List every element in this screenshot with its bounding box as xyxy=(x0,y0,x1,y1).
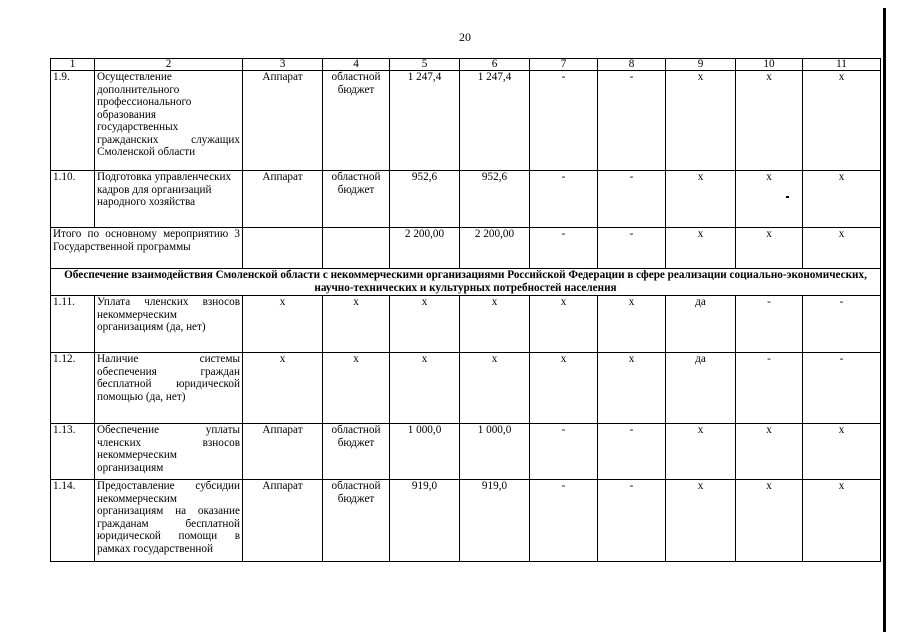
row-value: - xyxy=(530,171,598,228)
row-value: x xyxy=(803,171,881,228)
empty-cell xyxy=(243,228,323,269)
col-header: 10 xyxy=(736,59,803,71)
row-value: - xyxy=(598,171,666,228)
col-header: 9 xyxy=(666,59,736,71)
total-label: Итого по основному мероприятию 3 Государственной программы xyxy=(51,228,243,269)
row-value: - xyxy=(598,480,666,562)
row-name: Наличие системы обеспечения граждан бесплатной юридической помощью (да, нет) xyxy=(95,353,243,424)
row-executor: Аппарат xyxy=(243,71,323,171)
row-number: 1.14. xyxy=(51,480,95,562)
row-name: Предоставление субсидии некоммерческим организациям на оказание гражданам бесплатной юридической помощи в рамках государственной xyxy=(95,480,243,562)
row-value: - xyxy=(803,296,881,353)
col-header: 3 xyxy=(243,59,323,71)
section-header-row xyxy=(51,269,881,296)
row-value: x xyxy=(803,71,881,171)
section-title: Обеспечение взаимодействия Смоленской области с некоммерческими организациями Российской Федерации в сфере реализации социально-экономических, научно-технических и культурных потребностей населения xyxy=(51,269,881,296)
row-value: x xyxy=(598,353,666,424)
row-value: x xyxy=(736,71,803,171)
row-source: областной бюджет xyxy=(323,171,390,228)
row-value: - xyxy=(598,424,666,480)
row-executor: Аппарат xyxy=(243,424,323,480)
row-value: x xyxy=(390,296,460,353)
total-value: x xyxy=(736,228,803,269)
row-value: x xyxy=(390,353,460,424)
row-name: Осуществление дополнительного профессионального образования государственных гражданских служащих Смоленской области xyxy=(95,71,243,171)
row-value: x xyxy=(530,296,598,353)
row-executor: x xyxy=(243,296,323,353)
total-value: - xyxy=(530,228,598,269)
col-header: 1 xyxy=(51,59,95,71)
row-value: 1 247,4 xyxy=(460,71,530,171)
total-row xyxy=(51,228,881,269)
page-edge-line xyxy=(883,8,886,632)
row-source: областной бюджет xyxy=(323,480,390,562)
row-value: 952,6 xyxy=(390,171,460,228)
col-header: 6 xyxy=(460,59,530,71)
row-value: x xyxy=(736,424,803,480)
row-value: - xyxy=(530,480,598,562)
row-value: x xyxy=(803,424,881,480)
total-value: 2 200,00 xyxy=(460,228,530,269)
row-value: x xyxy=(803,480,881,562)
row-number: 1.13. xyxy=(51,424,95,480)
row-number: 1.11. xyxy=(51,296,95,353)
row-value: - xyxy=(598,71,666,171)
col-header: 4 xyxy=(323,59,390,71)
row-number: 1.12. xyxy=(51,353,95,424)
row-value: x xyxy=(598,296,666,353)
row-value: - xyxy=(530,71,598,171)
row-value: - xyxy=(736,353,803,424)
row-value: x xyxy=(530,353,598,424)
row-value: x xyxy=(736,480,803,562)
total-value: x xyxy=(803,228,881,269)
col-header: 8 xyxy=(598,59,666,71)
row-value: 919,0 xyxy=(460,480,530,562)
row-value: x xyxy=(736,171,803,228)
row-executor: x xyxy=(243,353,323,424)
row-source: областной бюджет xyxy=(323,424,390,480)
row-value: - xyxy=(803,353,881,424)
row-value: x xyxy=(666,424,736,480)
row-name: Уплата членских взносов некоммерческим организациям (да, нет) xyxy=(95,296,243,353)
total-value: - xyxy=(598,228,666,269)
row-name: Обеспечение уплаты членских взносов некоммерческим организациям xyxy=(95,424,243,480)
row-value: 919,0 xyxy=(390,480,460,562)
row-source: x xyxy=(323,353,390,424)
total-value: x xyxy=(666,228,736,269)
table-row xyxy=(51,71,881,171)
col-header: 7 xyxy=(530,59,598,71)
row-value: 1 000,0 xyxy=(390,424,460,480)
row-name: Подготовка управленческих кадров для организаций народного хозяйства xyxy=(95,171,243,228)
row-value: x xyxy=(666,171,736,228)
table-row xyxy=(51,296,881,353)
col-header: 11 xyxy=(803,59,881,71)
row-value: x xyxy=(666,71,736,171)
col-header: 5 xyxy=(390,59,460,71)
col-header: 2 xyxy=(95,59,243,71)
page-number: 20 xyxy=(459,30,471,44)
row-source: x xyxy=(323,296,390,353)
row-value: 1 000,0 xyxy=(460,424,530,480)
program-table xyxy=(50,58,881,562)
row-value: x xyxy=(460,296,530,353)
table-row xyxy=(51,353,881,424)
row-value: - xyxy=(736,296,803,353)
row-value: - xyxy=(530,424,598,480)
table-row xyxy=(51,424,881,480)
row-value: да xyxy=(666,353,736,424)
row-value: 952,6 xyxy=(460,171,530,228)
table-row xyxy=(51,171,881,228)
row-value: x xyxy=(460,353,530,424)
row-value: 1 247,4 xyxy=(390,71,460,171)
row-number: 1.9. xyxy=(51,71,95,171)
row-executor: Аппарат xyxy=(243,480,323,562)
row-value: да xyxy=(666,296,736,353)
table-row xyxy=(51,480,881,562)
column-number-row xyxy=(51,59,881,71)
total-value: 2 200,00 xyxy=(390,228,460,269)
row-number: 1.10. xyxy=(51,171,95,228)
row-source: областной бюджет xyxy=(323,71,390,171)
empty-cell xyxy=(323,228,390,269)
row-value: x xyxy=(666,480,736,562)
row-executor: Аппарат xyxy=(243,171,323,228)
